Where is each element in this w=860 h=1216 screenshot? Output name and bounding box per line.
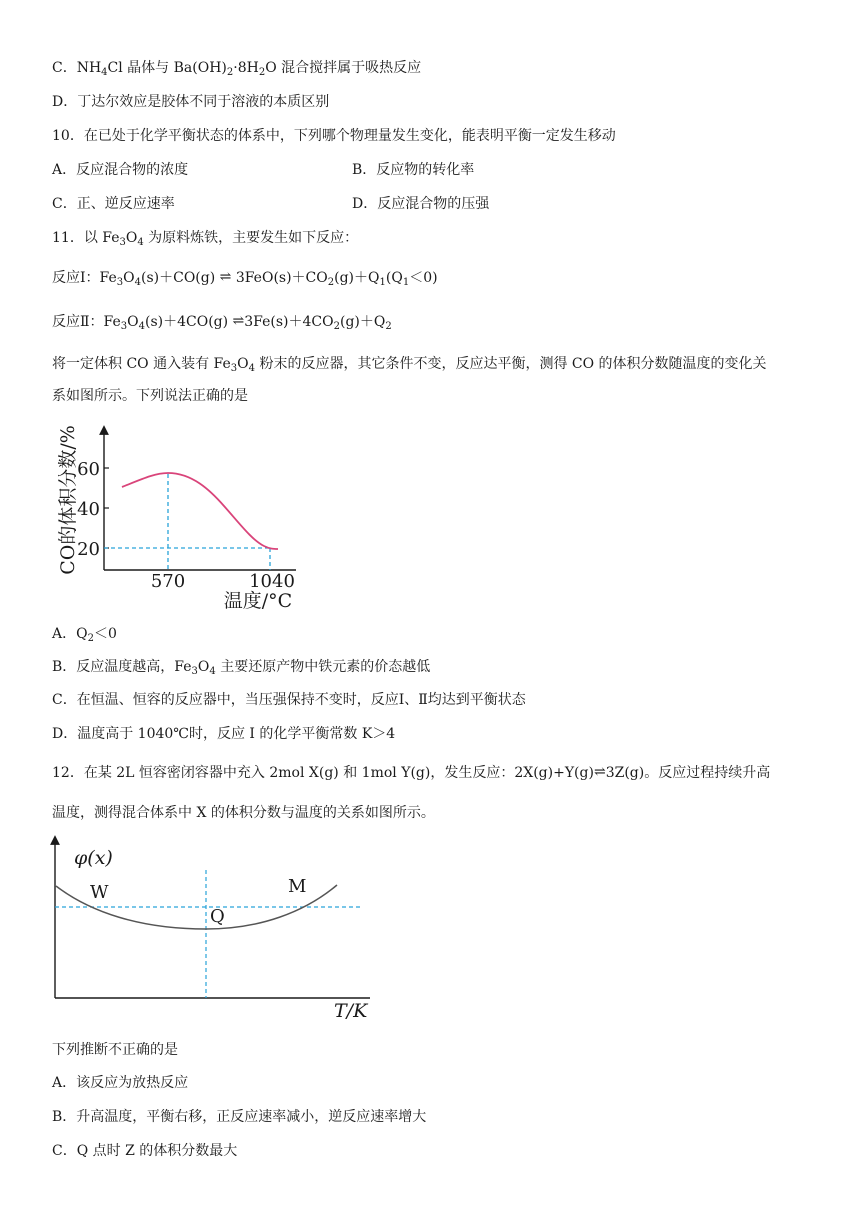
y-axis-label: φ(x) — [74, 847, 113, 869]
x-axis-label: 温度/°C — [223, 590, 293, 612]
y-axis-label: CO的体积分数/% — [57, 425, 79, 575]
q9-option-d: D．丁达尔效应是胶体不同于溶液的本质区别 — [52, 94, 330, 110]
x-tick-1040: 1040 — [249, 571, 295, 592]
q12-question: 下列推断不正确的是 — [52, 1042, 178, 1058]
q11-reaction-1: 反应Ⅰ：$Fe_3O_4(s)+CO(g)$ ⇌ $3FeO(s)+CO_2(g)+Q_1(Q_1<0)$ — [52, 269, 438, 288]
q12-option-b: B．升高温度，平衡右移，正反应速率减小，逆反应速率增大 — [52, 1109, 427, 1125]
q11-description-1: 将一定体积 CO 通入装有 $Fe_3O_4$ 粉末的反应器，其它条件不变，反应达平衡，测得 CO 的体积分数随温度的变化关 — [52, 356, 767, 374]
co-fraction-curve — [122, 473, 278, 549]
q12-stem-1: 12．在某 2L 恒容密闭容器中充入 2mol X(g) 和 1mol Y(g)，发生反应：2X(g)+Y(g)⇌3Z(g)。反应过程持续升高 — [52, 764, 771, 781]
point-q-label: Q — [210, 906, 225, 927]
q10-option-d: D．反应混合物的压强 — [352, 196, 490, 212]
q11-reaction-2: 反应Ⅱ：$Fe_3O_4(s)+4CO(g)$ $\rightleftharpoons 3Fe(s)+4CO_2(g)+Q_2$ — [52, 313, 392, 332]
q10-option-a: A．反应混合物的浓度 — [52, 162, 189, 178]
q12-option-c: C．Q 点时 Z 的体积分数最大 — [52, 1143, 238, 1159]
q12-stem-2: 温度，测得混合体系中 X 的体积分数与温度的关系如图所示。 — [52, 805, 435, 821]
q11-description-2: 系如图所示。下列说法正确的是 — [52, 388, 248, 404]
q11-option-a: A．$Q_2<0$ — [52, 626, 117, 644]
x-axis-label: T/K — [334, 1000, 368, 1022]
y-tick-20: 20 — [77, 539, 100, 560]
equilibrium-arrow-icon: ⇌ — [232, 313, 245, 329]
equilibrium-arrow-icon: ⇌ — [593, 764, 606, 780]
y-tick-40: 40 — [77, 499, 100, 520]
q9-option-c: C．$NH_4Cl$ 晶体与 $Ba(OH)_2\cdot 8H_2O$ 混合搅拌属于吸热反应 — [52, 60, 422, 78]
co-fraction-chart — [52, 420, 312, 612]
point-w-label: W — [90, 882, 109, 903]
x-tick-570: 570 — [150, 571, 186, 592]
q10-stem: 10．在已处于化学平衡状态的体系中，下列哪个物理量发生变化，能表明平衡一定发生移动 — [52, 128, 616, 144]
x-fraction-chart — [40, 830, 380, 1030]
q11-option-c: C．在恒温、恒容的反应器中，当压强保持不变时，反应Ⅰ、Ⅱ均达到平衡状态 — [52, 692, 526, 708]
q11-option-d: D．温度高于 1040℃时，反应 I 的化学平衡常数 K＞4 — [52, 726, 396, 742]
q12-option-a: A．该反应为放热反应 — [52, 1075, 189, 1091]
equilibrium-arrow-icon: ⇌ — [219, 269, 232, 285]
q10-option-b: B．反应物的转化率 — [352, 162, 475, 178]
y-tick-60: 60 — [77, 459, 100, 480]
q11-stem: 11．以 $Fe_3O_4$ 为原料炼铁，主要发生如下反应： — [52, 230, 359, 248]
q10-option-c: C．正、逆反应速率 — [52, 196, 175, 212]
point-m-label: M — [288, 876, 307, 897]
q11-option-b: B．反应温度越高，$Fe_3O_4$ 主要还原产物中铁元素的价态越低 — [52, 659, 431, 677]
